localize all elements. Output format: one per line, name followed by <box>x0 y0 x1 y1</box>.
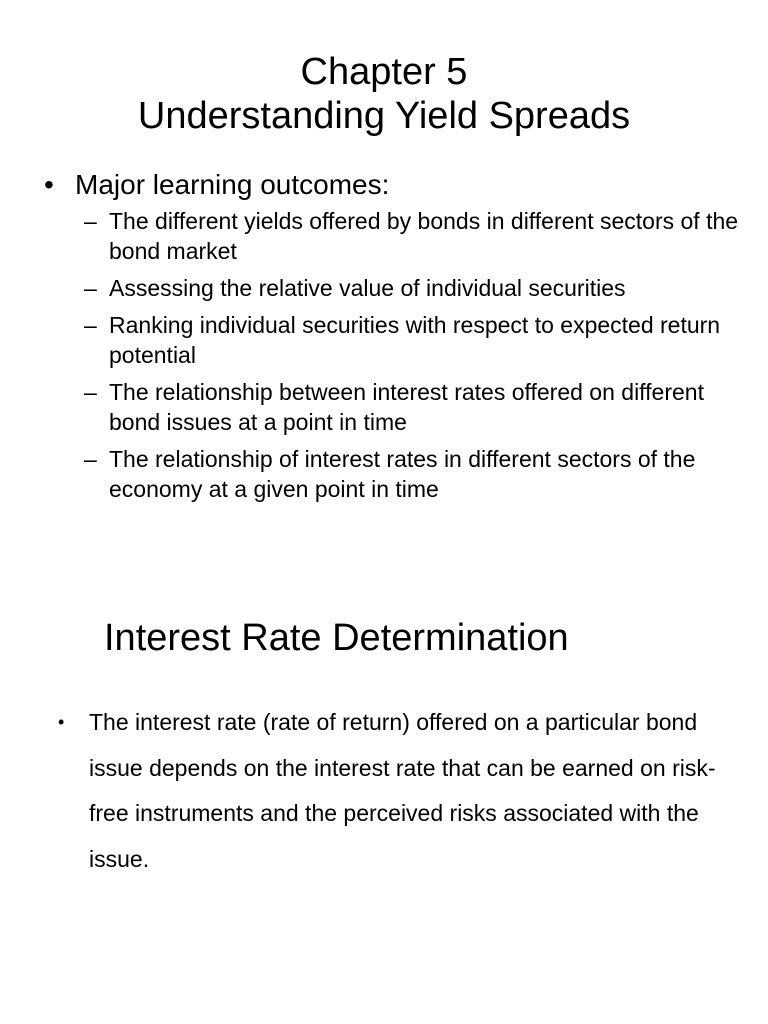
bullet-marker: • <box>44 169 54 200</box>
learning-outcomes-list <box>84 206 744 511</box>
list-item <box>84 206 744 266</box>
main-bullet-text: Major learning outcomes: <box>75 169 390 200</box>
chapter-title: Understanding Yield Spreads <box>137 95 631 137</box>
bullet-paragraph <box>58 700 748 882</box>
outcome-text: The different yields offered by bonds in different sectors of the bond market <box>109 208 739 264</box>
outcome-text: The relationship of interest rates in different sectors of the economy at a given point in time <box>109 446 696 502</box>
list-item <box>84 273 744 303</box>
dash-marker: – <box>84 446 97 472</box>
chapter-number: Chapter 5 <box>300 51 468 93</box>
dash-marker: – <box>84 275 97 301</box>
paragraph-text: The interest rate (rate of return) offered on a particular bond issue depends on the interest rate that can be earned on risk-free instruments and the perceived risks associated with the issue. <box>89 709 716 872</box>
list-item <box>84 310 744 370</box>
list-item <box>84 377 744 437</box>
outcome-text: Ranking individual securities with respect to expected return potential <box>109 312 721 368</box>
slide-title <box>0 50 768 138</box>
outcome-text: Assessing the relative value of individual securities <box>109 275 626 301</box>
slide-title: Interest Rate Determination <box>104 617 569 659</box>
dash-marker: – <box>84 312 97 338</box>
bullet-marker: • <box>58 712 65 732</box>
outcome-text: The relationship between interest rates offered on different bond issues at a point in time <box>109 379 704 435</box>
slide-interest-rate-determination <box>0 560 768 1024</box>
list-item <box>84 444 744 504</box>
dash-marker: – <box>84 208 97 234</box>
dash-marker: – <box>84 379 97 405</box>
